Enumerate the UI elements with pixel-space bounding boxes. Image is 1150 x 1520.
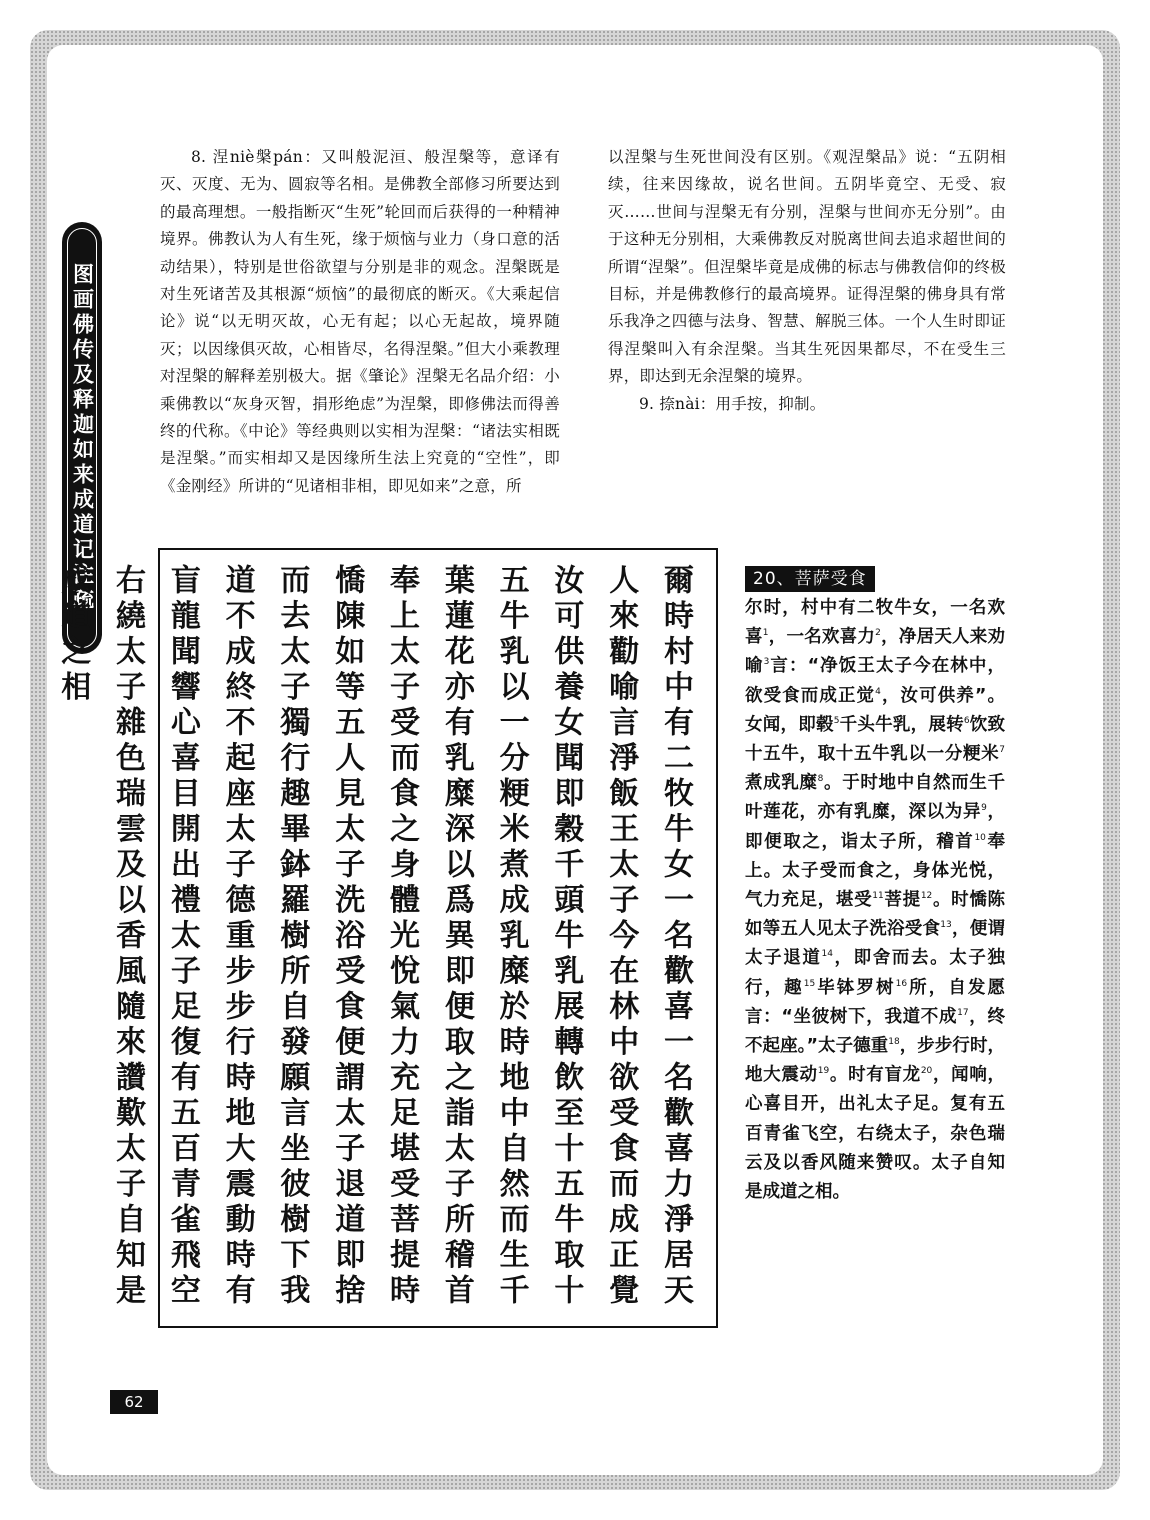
- footnote-marker: 16: [895, 978, 908, 989]
- footnote-marker: 19: [817, 1066, 830, 1077]
- footnote-marker: 9: [981, 803, 987, 814]
- calligraphy-text: 爾時村中有二牧牛女一名歡喜一名歡喜力淨居天人來勸喻言淨飯王太子今在林中欲受食而成正覺汝可供養女聞即穀千頭牛乳展轉飲至十五牛取十五牛乳以一分粳米煮成乳糜於時地中自然而生千葉蓮花亦有乳糜深以爲異即便取之詣太子所稽首奉上太子受而食之身體光悅氣力充足堪受菩提時憍陳如等五人見太子洗浴受食便謂太子退道即捨而去太子獨行趣畢鉢羅樹所自發願言坐彼樹下我道不成終不起座太子德重步步行時地大震動時有盲龍聞響心喜目開出禮太子足復有五百青雀飛空右繞太子雜色瑞雲及以香風隨來讚歎太子自知是成道之相: [55, 564, 693, 1310]
- story-segment: 煮成乳糜: [745, 773, 818, 794]
- story-segment: 。时憍陈如等五人见太子洗浴受食: [745, 890, 1006, 940]
- story-segment: 菩提: [883, 890, 921, 911]
- footnote-marker: 6: [963, 715, 970, 726]
- footnote-marker: 13: [940, 920, 952, 931]
- story-segment: 所，自发愿言：“坐彼树下，我道不成: [745, 977, 1006, 1027]
- story-segment: ，即舍而去。太子独行，趣: [745, 948, 1006, 998]
- story-segment: ，汝可供养”。女闻，即毂: [745, 685, 1005, 735]
- story-segment: ，一名欢喜力: [768, 627, 876, 648]
- story-segment: ，便谓太子退道: [745, 919, 1006, 969]
- footnote-marker: 14: [821, 949, 833, 960]
- story-segment: ，净居天人来劝喻: [745, 627, 1006, 677]
- story-segment: 千头牛乳，展转: [839, 714, 964, 735]
- footnote-marker: 12: [920, 891, 933, 902]
- footnote-marker: 10: [974, 832, 986, 843]
- story-text: [745, 594, 1005, 1207]
- story-segment: ，步步行时，地大震动: [745, 1036, 1005, 1086]
- story-segment: 毕钵罗树: [815, 977, 896, 998]
- footnote-marker: 5: [833, 715, 840, 726]
- story-segment: ，闻响，心喜目开，出礼太子足。复有五百青雀飞空，右绕太子，杂色瑞云及以香风随来赞叹。太子自知是成道之相。: [745, 1065, 1006, 1203]
- story-segment: 奉上。太子受而食之，身体光悦，气力充足，堪受: [745, 831, 1006, 911]
- note-8-continued: 以涅槃与生死世间没有区别。《观涅槃品》说：“五阴相续，往来因缘故，说名世间。五阴毕竟空、无受、寂灭……世间与涅槃无有分别，涅槃与世间亦无分别”。由于这种无分别相，大乘佛教反对脱离世间去追求超世间的所谓“涅槃”。但涅槃毕竟是成佛的标志与佛教信仰的终极目标，并是佛教修行的最高境界。证得涅槃的佛身具有常乐我净之四德与法身、智慧、解脱三体。一个人生时即证得涅槃叫入有余涅槃。当其生死因果都尽，不在受生三界，即达到无余涅槃的境界。: [608, 148, 1006, 386]
- story-segment: 。时有盲龙: [829, 1065, 921, 1086]
- calligraphy-panel: [55, 548, 718, 1328]
- page-number: 62: [110, 1390, 158, 1414]
- story-segment: ，终不起座。”太子德重: [745, 1006, 1005, 1057]
- story-segment: ，即便取之，诣太子所，稽首: [745, 802, 1006, 852]
- book-title-vertical: 图画佛传及释迦如来成道记注疏: [70, 263, 95, 613]
- footnote-marker: 17: [957, 1008, 969, 1019]
- notes-left-column: [160, 144, 560, 500]
- story-segment: 言：“净饭王太子今在林中，欲受食而成正觉: [745, 656, 1005, 706]
- notes-right-column: [608, 144, 1006, 418]
- story-title: 20、菩萨受食: [745, 566, 875, 592]
- story-segment: 饮致十五牛，取十五牛乳以一分粳米: [745, 714, 1006, 765]
- footnote-marker: 8: [817, 774, 824, 785]
- footnote-marker: 11: [872, 891, 884, 902]
- footnote-marker: 2: [875, 628, 881, 639]
- story-segment: 。于时地中自然而生千叶莲花，亦有乳糜，深以为异: [745, 773, 1006, 823]
- note-8: 8. 涅niè槃pán：又叫般泥洹、般涅槃等，意译有灭、灭度、无为、圆寂等名相。是佛教全部修习所要达到的最高理想。一般指断灭“生死”轮回而后获得的一种精神境界。佛教认为人有生死，缘于烦恼与业力（身口意的活动结果），特别是世俗欲望与分别是非的观念。涅槃既是对生死诸苦及其根源“烦恼”的最彻底的断灭。《大乘起信论》说“以无明灭故，心无有起；以心无起故，境界随灭；以因缘俱灭故，心相皆尽，名得涅槃。”但大小乘教理对涅槃的解释差别极大。据《肇论》涅槃无名品介绍：小乘佛教以“灰身灭智，捐形绝虑”为涅槃，即修佛法而得善终的代称。《中论》等经典则以实相为涅槃：“诸法实相既是涅槃。”而实相却又是因缘所生法上究竟的“空性”，即《金刚经》所讲的“见诸相非相，即见如来”之意，所: [160, 148, 560, 495]
- footnote-marker: 20: [920, 1066, 933, 1077]
- note-9: 9. 捺nài：用手按，抑制。: [639, 394, 826, 413]
- footnote-marker: 3: [763, 657, 770, 668]
- footnote-marker: 7: [999, 745, 1005, 756]
- footnote-marker: 4: [875, 686, 881, 697]
- footnote-marker: 1: [762, 628, 769, 639]
- story-segment: 尔时，村中有二牧牛女，一名欢喜: [745, 598, 1005, 648]
- footnote-marker: 18: [888, 1037, 900, 1048]
- footnote-marker: 15: [803, 978, 816, 989]
